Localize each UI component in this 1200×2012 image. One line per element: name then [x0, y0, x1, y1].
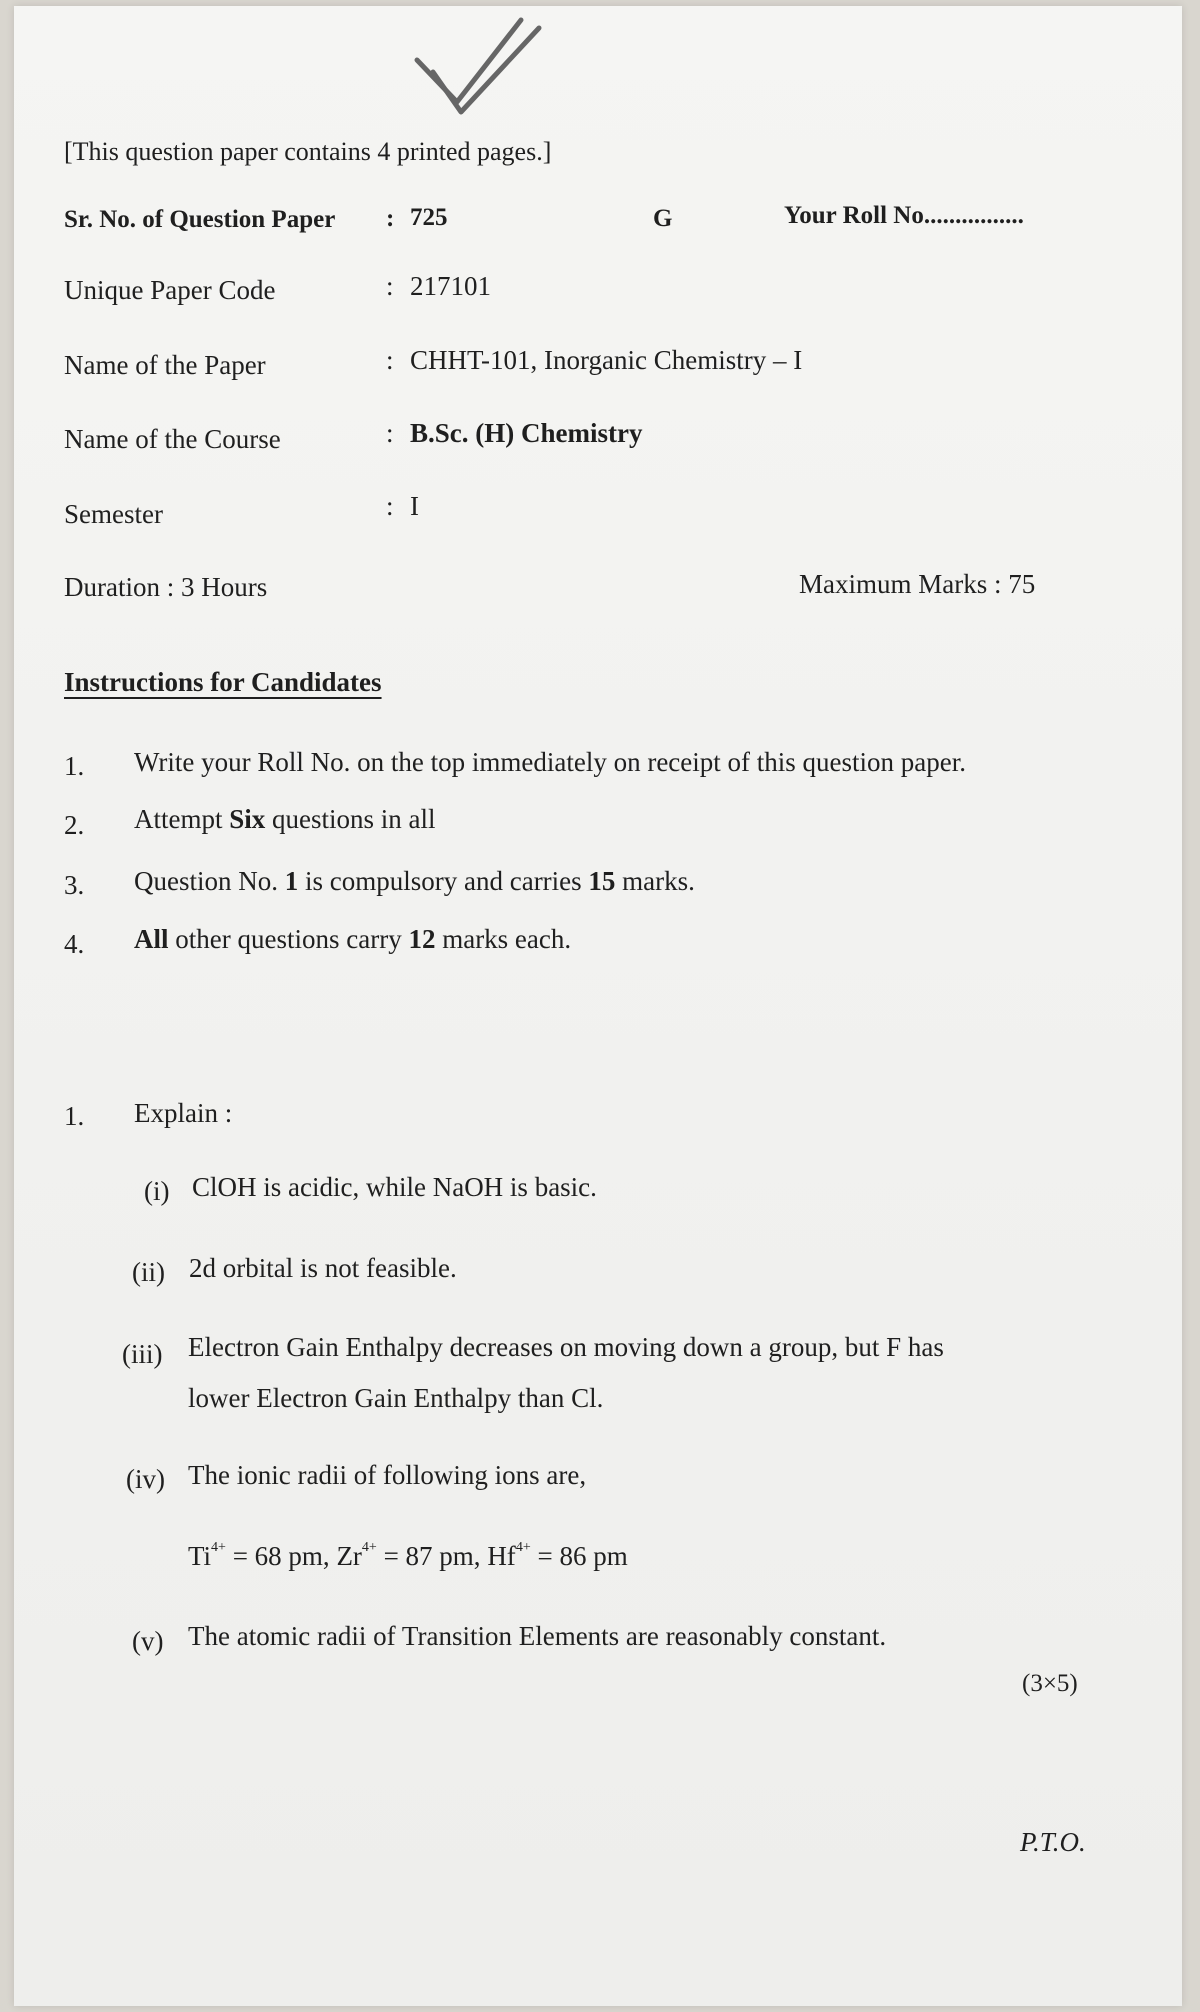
subquestion-text: The ionic radii of following ions are, — [188, 1460, 587, 1490]
sr-no-label: Sr. No. of Question Paper — [64, 206, 336, 233]
subquestion-number: (iv) — [126, 1464, 165, 1494]
page-count-note: [This question paper contains 4 printed pages.] — [64, 137, 552, 166]
page-turn-note: P.T.O. — [1020, 1827, 1086, 1857]
subquestion-number: (iii) — [122, 1339, 163, 1369]
question-number: 1. — [64, 1101, 85, 1131]
unique-paper-code: 217101 — [410, 271, 491, 301]
maximum-marks: Maximum Marks : 75 — [799, 569, 1036, 599]
subquestion-text: Electron Gain Enthalpy decreases on moving down a group, but F has — [188, 1332, 944, 1362]
course-name: B.Sc. (H) Chemistry — [410, 418, 643, 448]
instruction-number: 1. — [64, 751, 85, 781]
sr-no-colon: : — [386, 205, 395, 232]
question-prompt: Explain : — [134, 1098, 233, 1128]
instruction-number: 4. — [64, 929, 85, 959]
detail-label: Name of the Course — [64, 424, 281, 454]
instruction-text: All other questions carry 12 marks each. — [134, 924, 572, 954]
subquestion-text-continued: lower Electron Gain Enthalpy than Cl. — [188, 1383, 604, 1413]
instruction-text: Attempt Six questions in all — [134, 804, 436, 834]
subquestion-text: 2d orbital is not feasible. — [189, 1253, 457, 1283]
detail-label: Unique Paper Code — [64, 275, 276, 305]
subquestion-text: The atomic radii of Transition Elements are reasonably constant. — [188, 1621, 887, 1651]
paper-set: G — [653, 205, 673, 232]
duration: Duration : 3 Hours — [64, 572, 268, 602]
sr-no-value: 725 — [410, 204, 448, 231]
marks-allocation: (3×5) — [1022, 1670, 1078, 1697]
instruction-text: Write your Roll No. on the top immediately on receipt of this question paper. — [134, 747, 966, 777]
detail-colon: : — [386, 345, 394, 375]
instruction-number: 3. — [64, 870, 85, 900]
subquestion-number: (ii) — [132, 1257, 165, 1287]
checkmark-icon — [399, 14, 549, 124]
detail-colon: : — [386, 418, 394, 448]
paper-name: CHHT-101, Inorganic Chemistry – I — [410, 345, 803, 375]
instructions-heading: Instructions for Candidates — [64, 667, 382, 697]
semester-value: I — [410, 491, 419, 521]
question-paper-page — [14, 6, 1182, 2006]
detail-label: Semester — [64, 499, 163, 529]
subquestion-number: (v) — [132, 1626, 164, 1656]
subquestion-text: ClOH is acidic, while NaOH is basic. — [192, 1172, 597, 1202]
instruction-text: Question No. 1 is compulsory and carries 15 marks. — [134, 866, 695, 896]
detail-colon: : — [386, 491, 394, 521]
ionic-radii-values: $Ti^{4+} = 68$ pm, $Zr^{4+} = 87$ pm, $Hf^{4+} = 86$ pm — [188, 1540, 628, 1571]
detail-label: Name of the Paper — [64, 350, 266, 380]
instruction-number: 2. — [64, 810, 85, 840]
detail-colon: : — [386, 271, 394, 301]
roll-no-field: Your Roll No................ — [784, 202, 1024, 229]
subquestion-number: (i) — [144, 1176, 170, 1206]
